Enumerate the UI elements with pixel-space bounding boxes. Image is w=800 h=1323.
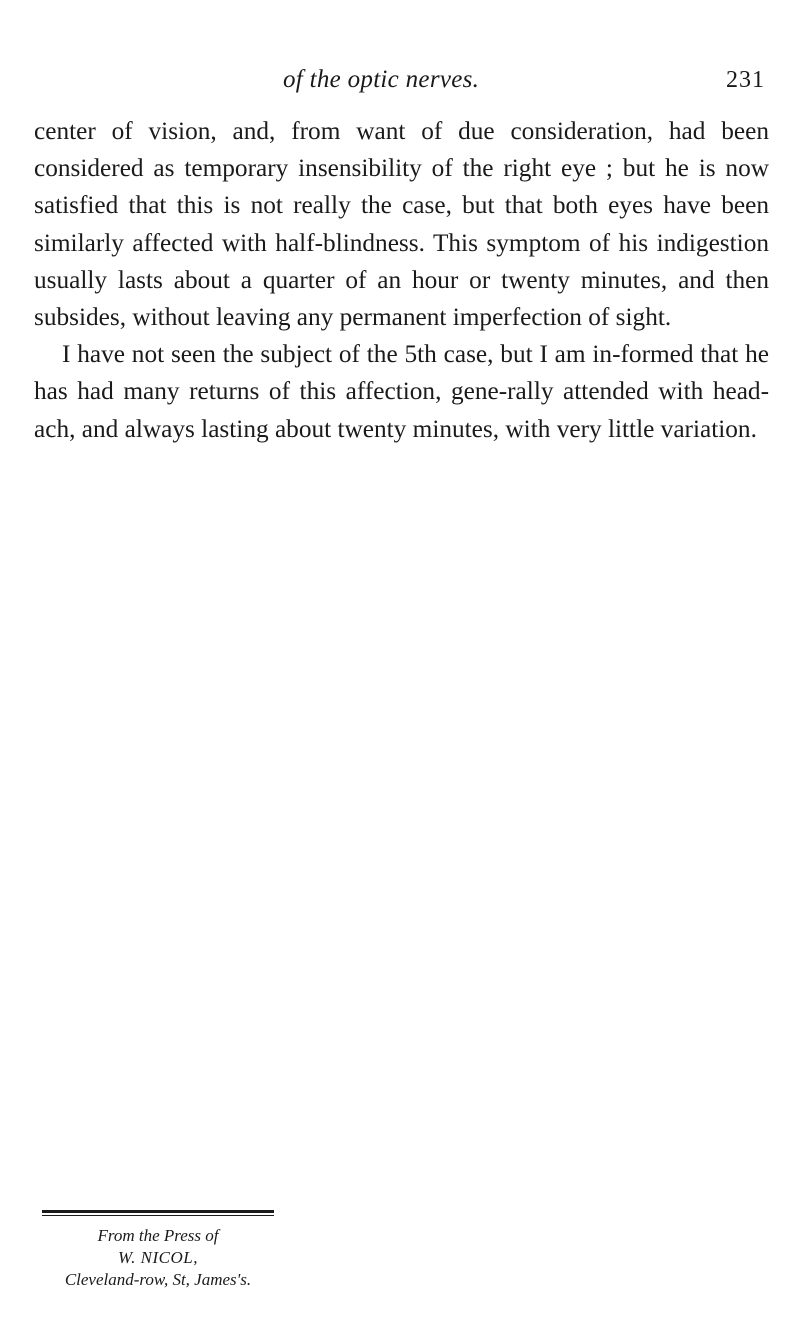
colophon-rule-thin: [42, 1215, 274, 1216]
colophon-line-press: From the Press of: [97, 1226, 219, 1245]
paragraph: center of vision, and, from want of due consideration, had been considered as temporary insensibility of the right eye ; but he is now satisfied that this is not really the case, but that both eyes have been similarly affected with half-blindness. This symptom of his indigestion usually lasts about a quarter of an hour or twenty minutes, and then subsides, without leaving any permanent imperfection of sight.: [34, 117, 769, 332]
colophon-line-address: Cleveland-row, St, James's.: [64, 1270, 252, 1289]
colophon-line-printer: W. NICOL,: [118, 1248, 198, 1267]
printer-colophon: [42, 1210, 274, 1291]
body-text: [34, 113, 769, 448]
running-title: of the optic nerves.: [283, 66, 480, 93]
page-number: 231: [726, 67, 765, 93]
paragraph: I have not seen the subject of the 5th case, but I am in-formed that he has had many returns of this affection, gene-rally attended with head-ach, and always lasting about twenty minutes, with very little variation.: [34, 340, 769, 443]
running-head: [0, 66, 800, 106]
colophon-text: [42, 1225, 274, 1291]
colophon-rule-thick: [42, 1210, 274, 1213]
